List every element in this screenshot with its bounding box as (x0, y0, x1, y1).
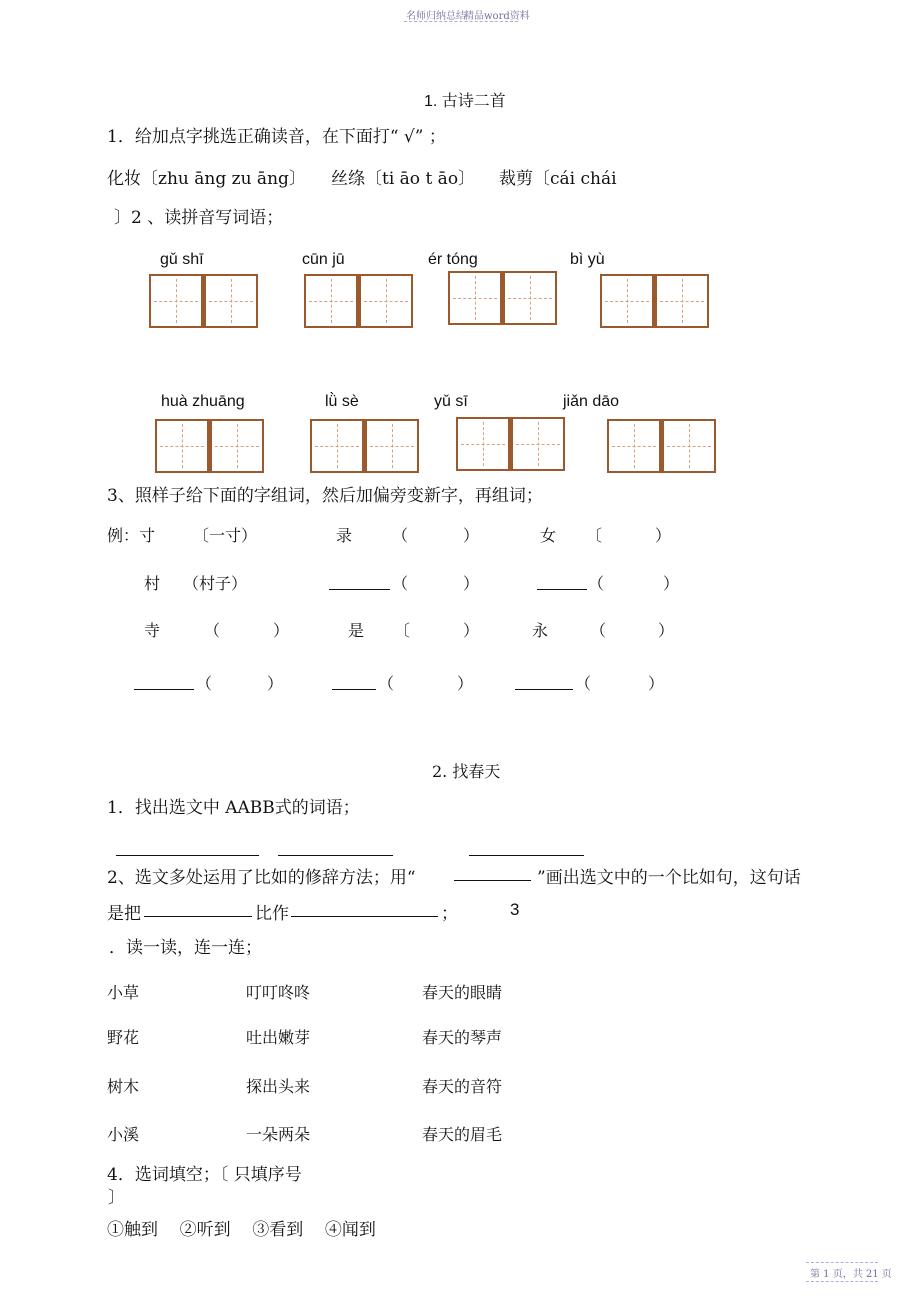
grid-cell[interactable] (502, 271, 557, 325)
paren-close: ） (273, 621, 290, 640)
pinyin-7: yǔ sī (434, 393, 468, 410)
q1-item-3: 裁剪〔cái chái (499, 169, 617, 189)
paren-close: ） (648, 674, 665, 693)
lesson1-title: 1. 古诗二首 (424, 93, 506, 110)
answer-blank[interactable] (537, 589, 587, 590)
grid-cell[interactable] (209, 419, 264, 473)
writing-grid-1[interactable] (149, 274, 258, 328)
paren-open: （ (588, 574, 605, 593)
l2-q4-close: 〕 (108, 1188, 125, 1208)
match-left-1: 小草 (107, 983, 140, 1002)
pinyin-1: gǔ shī (160, 251, 204, 268)
paren-close: ） (463, 526, 480, 545)
paren-open: （ (196, 674, 213, 693)
pinyin-8: jiǎn dāo (563, 393, 620, 410)
char-shi: 是 (348, 621, 365, 640)
answer-blank[interactable] (332, 689, 376, 690)
pinyin-4: bì yù (570, 251, 605, 268)
paren-open: 〔 (586, 526, 603, 545)
grid-cell[interactable] (155, 419, 209, 473)
paren-close: ） (658, 621, 675, 640)
grid-cell[interactable] (358, 274, 413, 328)
grid-cell[interactable] (448, 271, 502, 325)
answer-blank[interactable] (454, 880, 531, 881)
grid-cell[interactable] (149, 274, 203, 328)
grid-cell[interactable] (607, 419, 661, 473)
answer-blank[interactable] (278, 855, 393, 856)
char-lu: 录 (336, 526, 353, 545)
match-mid-1: 叮叮咚咚 (246, 983, 311, 1002)
example-word: 〔一寸） (193, 526, 258, 545)
paren-open: （ (575, 674, 592, 693)
l2-q4-prompt: 4．选词填空；〔 只填序号 (107, 1165, 302, 1185)
l2-q2-line2-c: ； (441, 904, 458, 924)
match-mid-3: 探出头来 (246, 1077, 311, 1096)
paren-close: ） (267, 674, 284, 693)
answer-blank[interactable] (329, 589, 390, 590)
match-right-3: 春天的音符 (422, 1077, 503, 1096)
answer-blank[interactable] (469, 855, 584, 856)
l2-q2-line2-a: 是把 (107, 904, 141, 924)
lesson2-title: 2. 找春天 (432, 762, 501, 781)
grid-cell[interactable] (456, 417, 510, 471)
match-right-1: 春天的眼睛 (422, 983, 503, 1002)
q3-prompt: 3、照样子给下面的字组词，然后加偏旁变新字，再组词； (107, 486, 543, 506)
paren-close: ） (457, 674, 474, 693)
example-new-char: 村 (144, 574, 161, 593)
q1-prompt: 1．给加点字挑选正确读音，在下面打“ √” ； (107, 127, 446, 147)
paren-close: ） (655, 526, 672, 545)
writing-grid-2[interactable] (304, 274, 413, 328)
l2-q1-prompt: 1．找出选文中 AABB式的词语； (107, 798, 360, 818)
l2-q2-line1-a: 2、选文多处运用了比如的修辞方法；用“ (107, 868, 416, 888)
writing-grid-7[interactable] (456, 417, 565, 471)
char-nv: 女 (540, 526, 557, 545)
match-left-2: 野花 (107, 1028, 140, 1047)
l2-q3-number: 3 (510, 900, 520, 919)
grid-cell[interactable] (600, 274, 654, 328)
writing-grid-8[interactable] (607, 419, 716, 473)
paren-close: ） (463, 574, 480, 593)
paren-close: ） (463, 621, 480, 640)
l2-q3-prompt: ．读一读，连一连； (109, 938, 262, 958)
answer-blank[interactable] (134, 689, 194, 690)
pinyin-2: cūn jū (302, 251, 345, 268)
answer-blank[interactable] (515, 689, 573, 690)
l2-q4-options: ①触到 ②听到 ③看到 ④闻到 (107, 1220, 376, 1240)
char-si: 寺 (144, 621, 161, 640)
paren-open: （ (392, 574, 409, 593)
footer-page-info: 第 1 页，共 21 页 (810, 1269, 892, 1280)
grid-cell[interactable] (661, 419, 716, 473)
match-left-4: 小溪 (107, 1125, 140, 1144)
header-right: 精品word资料 (464, 11, 530, 22)
char-yong: 永 (532, 621, 549, 640)
paren-open: 〔 (394, 621, 411, 640)
footer-divider (806, 1262, 878, 1263)
example-new-word: （村子） (183, 574, 248, 593)
grid-cell[interactable] (203, 274, 258, 328)
q1-item-2: 丝绦〔ti āo t āo〕 (331, 169, 476, 189)
match-mid-2: 吐出嫩芽 (246, 1028, 311, 1047)
q1-item-1: 化妆〔zhu āng zu āng〕 (107, 169, 306, 189)
grid-cell[interactable] (364, 419, 419, 473)
grid-cell[interactable] (654, 274, 709, 328)
match-right-4: 春天的眉毛 (422, 1125, 503, 1144)
writing-grid-5[interactable] (155, 419, 264, 473)
writing-grid-6[interactable] (310, 419, 419, 473)
grid-cell[interactable] (510, 417, 565, 471)
pinyin-3: ér tóng (428, 251, 478, 268)
l2-q2-line1-b: ”画出选文中的一个比如句，这句话 (537, 868, 801, 888)
match-mid-4: 一朵两朵 (246, 1125, 311, 1144)
footer-divider (806, 1281, 878, 1282)
match-left-3: 树木 (107, 1077, 140, 1096)
grid-cell[interactable] (304, 274, 358, 328)
writing-grid-4[interactable] (600, 274, 709, 328)
pinyin-5: huà zhuāng (161, 393, 245, 410)
paren-open: （ (590, 621, 607, 640)
pinyin-6: lǜ sè (325, 393, 359, 410)
answer-blank[interactable] (291, 916, 438, 917)
paren-open: （ (378, 674, 395, 693)
l2-q2-line2-b: 比作 (255, 904, 289, 924)
header-divider (404, 21, 518, 22)
example-label: 例：寸 (107, 526, 156, 545)
paren-open: （ (204, 621, 221, 640)
answer-blank[interactable] (116, 855, 259, 856)
paren-open: （ (392, 526, 409, 545)
paren-close: ） (663, 574, 680, 593)
answer-blank[interactable] (144, 916, 252, 917)
header-left: 名师归纳总结 (406, 11, 466, 22)
q2-prompt: 〕2 、读拼音写词语； (114, 208, 284, 228)
writing-grid-3[interactable] (448, 271, 557, 325)
match-right-2: 春天的琴声 (422, 1028, 503, 1047)
grid-cell[interactable] (310, 419, 364, 473)
